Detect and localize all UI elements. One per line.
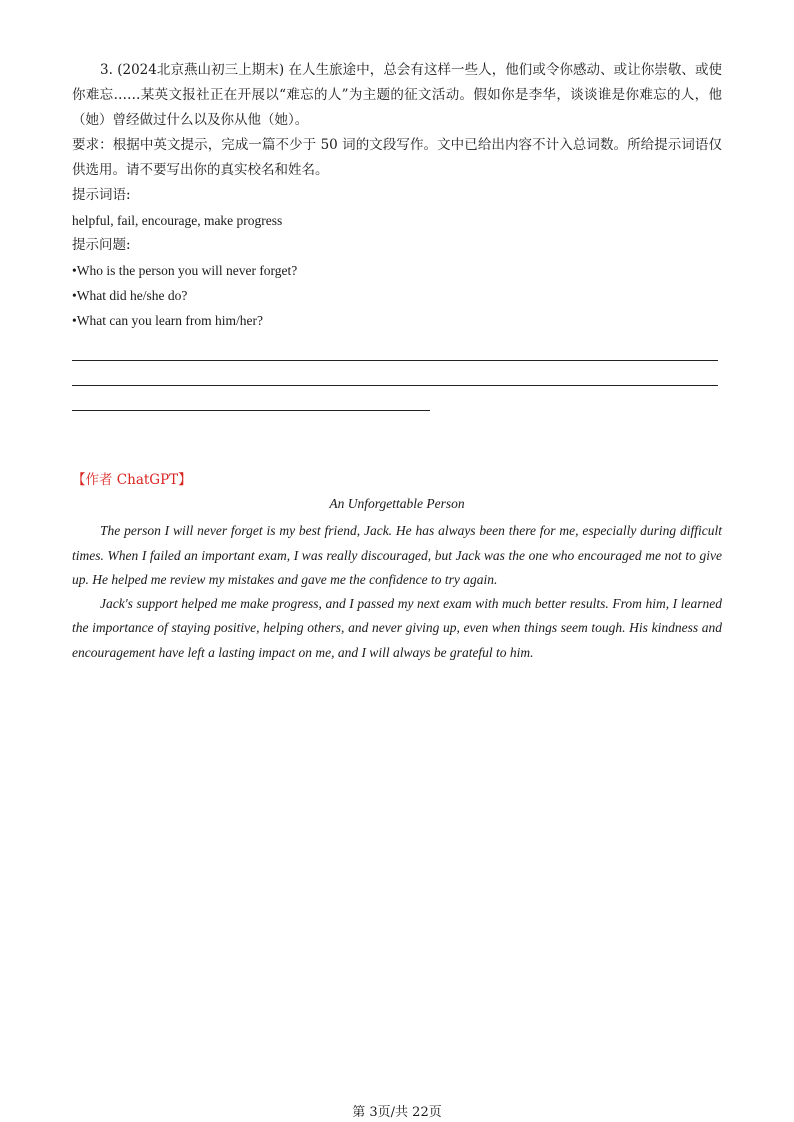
hint-question-2: •What did he/she do? <box>72 288 188 303</box>
question-prompt <box>72 58 722 133</box>
author-tag: 【作者 ChatGPT】 <box>72 472 192 488</box>
answer-lines <box>72 360 718 435</box>
essay <box>72 492 722 665</box>
essay-paragraph: Jack's support helped me make progress, and I passed my next exam with much better results. From him, I learned the importance of staying positive, helping others, and never giving up, even when things seem tough. His kindness and encouragement have left a lasting impact on me, and I will always be grateful to him. <box>72 596 722 660</box>
hint-question-1: •Who is the person you will never forget? <box>72 263 298 278</box>
question-prompt-text: 在人生旅途中，总会有这样一些人，他们或令你感动、或让你崇敬、或使你难忘……某英文报社正在开展以“难忘的人”为主题的征文活动。假如你是李华，谈谈谁是你难忘的人，他（她）曾经做过什么以及你从他（她）。 <box>72 62 722 128</box>
question-block <box>72 58 722 333</box>
hint-question-3: •What can you learn from him/her? <box>72 313 264 328</box>
question-source: (2024北京燕山初三上期末) <box>117 62 285 78</box>
answer-line <box>72 410 430 411</box>
answer-line <box>72 385 718 386</box>
hint-words-label: 提示词语: <box>72 187 131 203</box>
answer-line <box>72 360 718 361</box>
essay-paragraph: The person I will never forget is my best friend, Jack. He has always been there for me, especially during difficult times. When I failed an important exam, I was really discouraged, but Jack was the one who encouraged me not to give up. He helped me review my mistakes and gave me the confidence to try again. <box>72 523 722 587</box>
page-footer: 第 3页/共 22页 <box>352 1105 442 1120</box>
essay-title: An Unforgettable Person <box>329 496 465 511</box>
question-number: 3. <box>100 62 113 78</box>
hint-words: helpful, fail, encourage, make progress <box>72 213 283 228</box>
question-requirement: 要求：根据中英文提示，完成一篇不少于 50 词的文段写作。文中已给出内容不计入总词数。所给提示词语仅供选用。请不要写出你的真实校名和姓名。 <box>72 137 722 178</box>
hint-questions-label: 提示问题: <box>72 237 131 253</box>
